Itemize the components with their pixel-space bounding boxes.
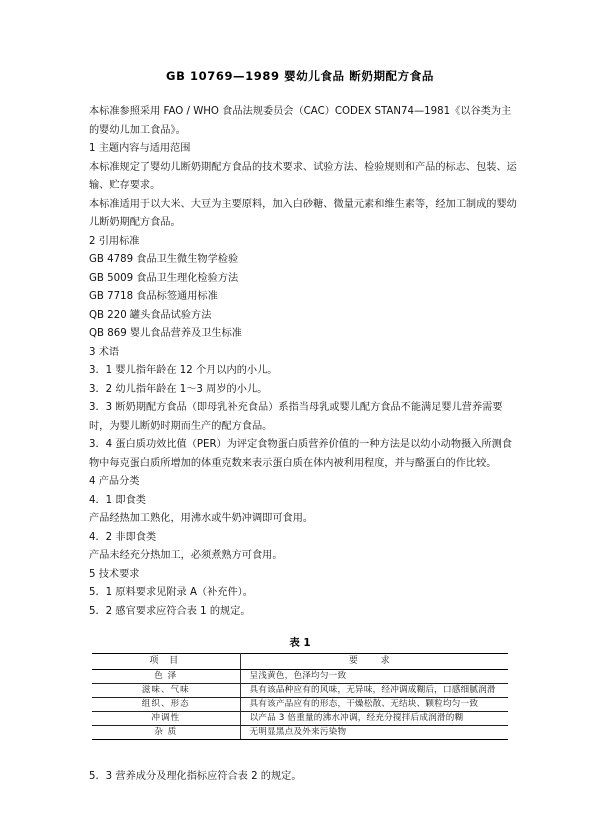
term-3-3: 3．3 断奶期配方食品（即母乳补充食品）系指当母乳或婴儿配方食品不能满足婴儿营养需要时，为婴儿断奶时期而生产的配方食品。: [89, 402, 503, 432]
reference-gb-5009: GB 5009 食品卫生理化检验方法: [89, 272, 239, 284]
cell-item: 滋味、气味: [92, 684, 240, 698]
table-row: [92, 698, 508, 712]
section-heading-2: 2 引用标准: [89, 235, 140, 247]
table-header-row: [92, 654, 508, 670]
cell-item: 组织、形态: [92, 698, 240, 712]
reference-qb-220: QB 220 罐头食品试验方法: [89, 309, 212, 321]
section-heading-1: 1 主题内容与适用范围: [89, 143, 191, 154]
document-body: [83, 84, 517, 621]
term-3-4: 3．4 蛋白质功效比值（PER）为评定食物蛋白质营养价值的一种方法是以幼小动物摄入所测食物中每克蛋白质所增加的体重克数来表示蛋白质在体内被利用程度，并与酪蛋白的作比较。: [89, 439, 512, 469]
page-title: GB 10769—1989 婴幼儿食品 断奶期配方食品: [166, 69, 434, 83]
reference-qb-869: QB 869 婴儿食品营养及卫生标准: [89, 328, 242, 339]
cell-requirement: 以产品 3 倍重量的沸水冲调，经充分搅拌后成润滑的糊: [240, 712, 508, 726]
cell-item: 杂 质: [92, 726, 240, 740]
clause-4-2-body: 产品未经充分热加工，必须煮熟方可食用。: [89, 550, 283, 561]
clause-5-2: 5．2 感官要求应符合表 1 的规定。: [89, 605, 251, 617]
column-header-item: 项 目: [92, 654, 240, 670]
reference-gb-4789: GB 4789 食品卫生微生物学检验: [89, 254, 239, 265]
clause-4-1: 4．1 即食类: [89, 494, 146, 506]
cell-item: 冲调性: [92, 712, 240, 726]
table-row: [92, 712, 508, 726]
cell-item: 色 泽: [92, 670, 240, 684]
paragraph-scope-2: 本标准适用于以大米、大豆为主要原料，加入白砂糖、微量元素和维生素等，经加工制成的婴幼儿断奶期配方食品。: [89, 198, 517, 228]
clause-5-3: 5．3 营养成分及理化指标应符合表 2 的规定。: [89, 771, 302, 782]
cell-requirement: 具有该产品应有的形态，干燥松散、无结块、颗粒均匀一致: [240, 698, 508, 712]
clause-4-1-body: 产品经热加工熟化，用沸水或牛奶冲调即可食用。: [89, 513, 314, 524]
cell-requirement: 具有该品种应有的风味，无异味，经冲调成糊后，口感细腻润滑: [240, 684, 508, 698]
clause-5-1: 5．1 原料要求见附录 A（补充件）。: [89, 587, 253, 598]
cell-requirement: 无明显黑点及外来污染物: [240, 726, 508, 740]
reference-gb-7718: GB 7718 食品标签通用标准: [89, 291, 218, 302]
sensory-requirements-table: [92, 653, 508, 740]
clause-4-2: 4．2 非即食类: [89, 531, 157, 543]
paragraph-intro: 本标准参照采用 FAO / WHO 食品法规委员会（CAC）CODEX STAN74—1981《以谷类为主的婴幼儿加工食品》。: [89, 106, 512, 136]
table-row: [92, 684, 508, 698]
table-row: [92, 726, 508, 740]
table-row: [92, 670, 508, 684]
section-heading-4: 4 产品分类: [89, 476, 140, 487]
paragraph-scope-1: 本标准规定了婴幼儿断奶期配方食品的技术要求、试验方法、检验规则和产品的标志、包装、运输、贮存要求。: [89, 161, 517, 191]
section-heading-5: 5 技术要求: [89, 568, 140, 580]
table-caption: 表 1: [289, 637, 311, 649]
section-heading-3: 3 术语: [89, 346, 120, 358]
term-3-1: 3．1 婴儿指年龄在 12 个月以内的小儿。: [89, 365, 278, 376]
cell-requirement: 呈浅黄色，色泽均匀一致: [240, 670, 508, 684]
document-trailing: [83, 740, 517, 787]
term-3-2: 3．2 幼儿指年龄在 1～3 周岁的小儿。: [89, 383, 268, 395]
column-header-requirement: 要 求: [240, 654, 508, 670]
